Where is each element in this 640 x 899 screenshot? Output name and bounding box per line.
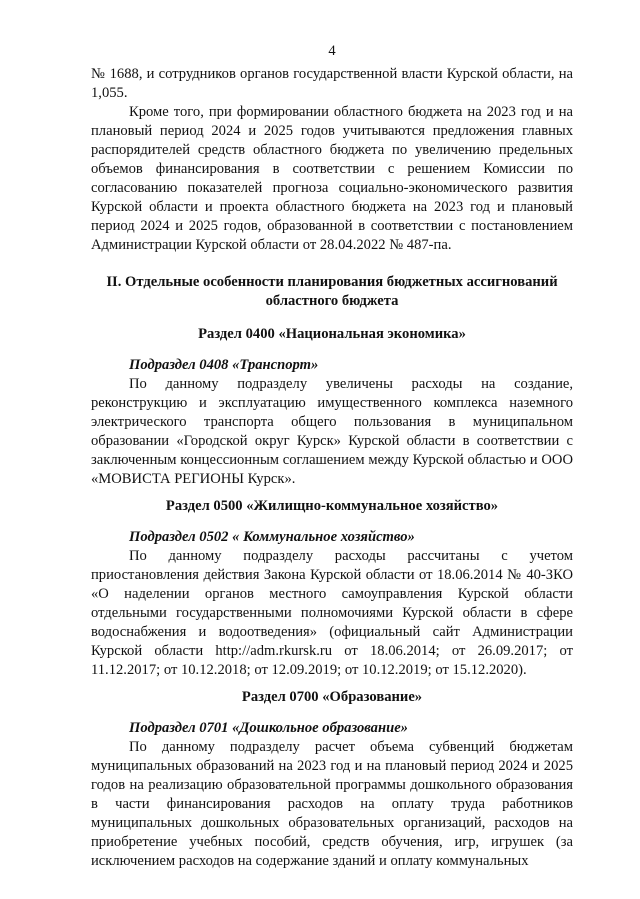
subsection-title-0502: Подраздел 0502 « Коммунальное хозяйство» [129,529,415,545]
paragraph-utilities: По данному подразделу расходы рассчитаны с учетом приостановления действия Закона Курской области от 18.06.2014 № 40-ЗКО «О наделении органов местного самоуправления Курской области отдельными государственными полномочиями Курской области в сфере водоснабжения и водоотведения» (официальный сайт Администрации Курской области http://adm.rkursk.ru от 18.06.2014; от 26.09.2017; от 11.12.2017; от 10.12.2018; от 12.09.2019; от 10.12.2019; от 15.12.2020). [91,548,573,678]
paragraph-preschool: По данному подразделу расчет объема субвенций бюджетам муниципальных образований на 2023 год и на плановый период 2024 и 2025 годов на реализацию образовательной программы дошкольного образования в части финансирования расходов на оплату труда работников муниципальных дошкольных образовательных организаций, расходов на приобретение учебных пособий, средств обучения, игр, игрушек (за исключением расходов на содержание зданий и оплату коммунальных [91,739,573,869]
document-page [91,42,573,871]
section-title-0500: Раздел 0500 «Жилищно-коммунальное хозяйство» [165,498,499,514]
subsection-title-0701: Подраздел 0701 «Дошкольное образование» [129,720,408,736]
section-title-0700: Раздел 0700 «Образование» [241,689,423,705]
section-title-0400: Раздел 0400 «Национальная экономика» [198,326,466,342]
page-number: 4 [328,43,336,59]
paragraph-intro-continuation: № 1688, и сотрудников органов государственной власти Курской области, на 1,055. [91,66,573,101]
paragraph-commission: Кроме того, при формировании областного бюджета на 2023 год и на плановый период 2024 и 2025 годов учитываются предложения главных распорядителей средств областного бюджета по увеличению предельных объемов финансирования в соответствии с решением Комиссии по согласованию показателей прогноза социально-экономического развития Курской области и проекта областного бюджета на 2023 год и плановый период 2024 и 2025 годов, образованной в соответствии с постановлением Администрации Курской области от 28.04.2022 № 487-па. [91,104,573,253]
subsection-title-0408: Подраздел 0408 «Транспорт» [129,357,319,373]
chapter-title: II. Отдельные особенности планирования бюджетных ассигнований областного бюджета [106,274,558,309]
paragraph-transport: По данному подразделу увеличены расходы на создание, реконструкцию и эксплуатацию имущественного комплекса наземного электрического транспорта общего пользования в муниципальном образовании «Городской округ Курск» Курской области в соответствии с заключенным концессионным соглашением между Курской областью и ООО «МОВИСТА РЕГИОНЫ Курск». [91,376,573,487]
